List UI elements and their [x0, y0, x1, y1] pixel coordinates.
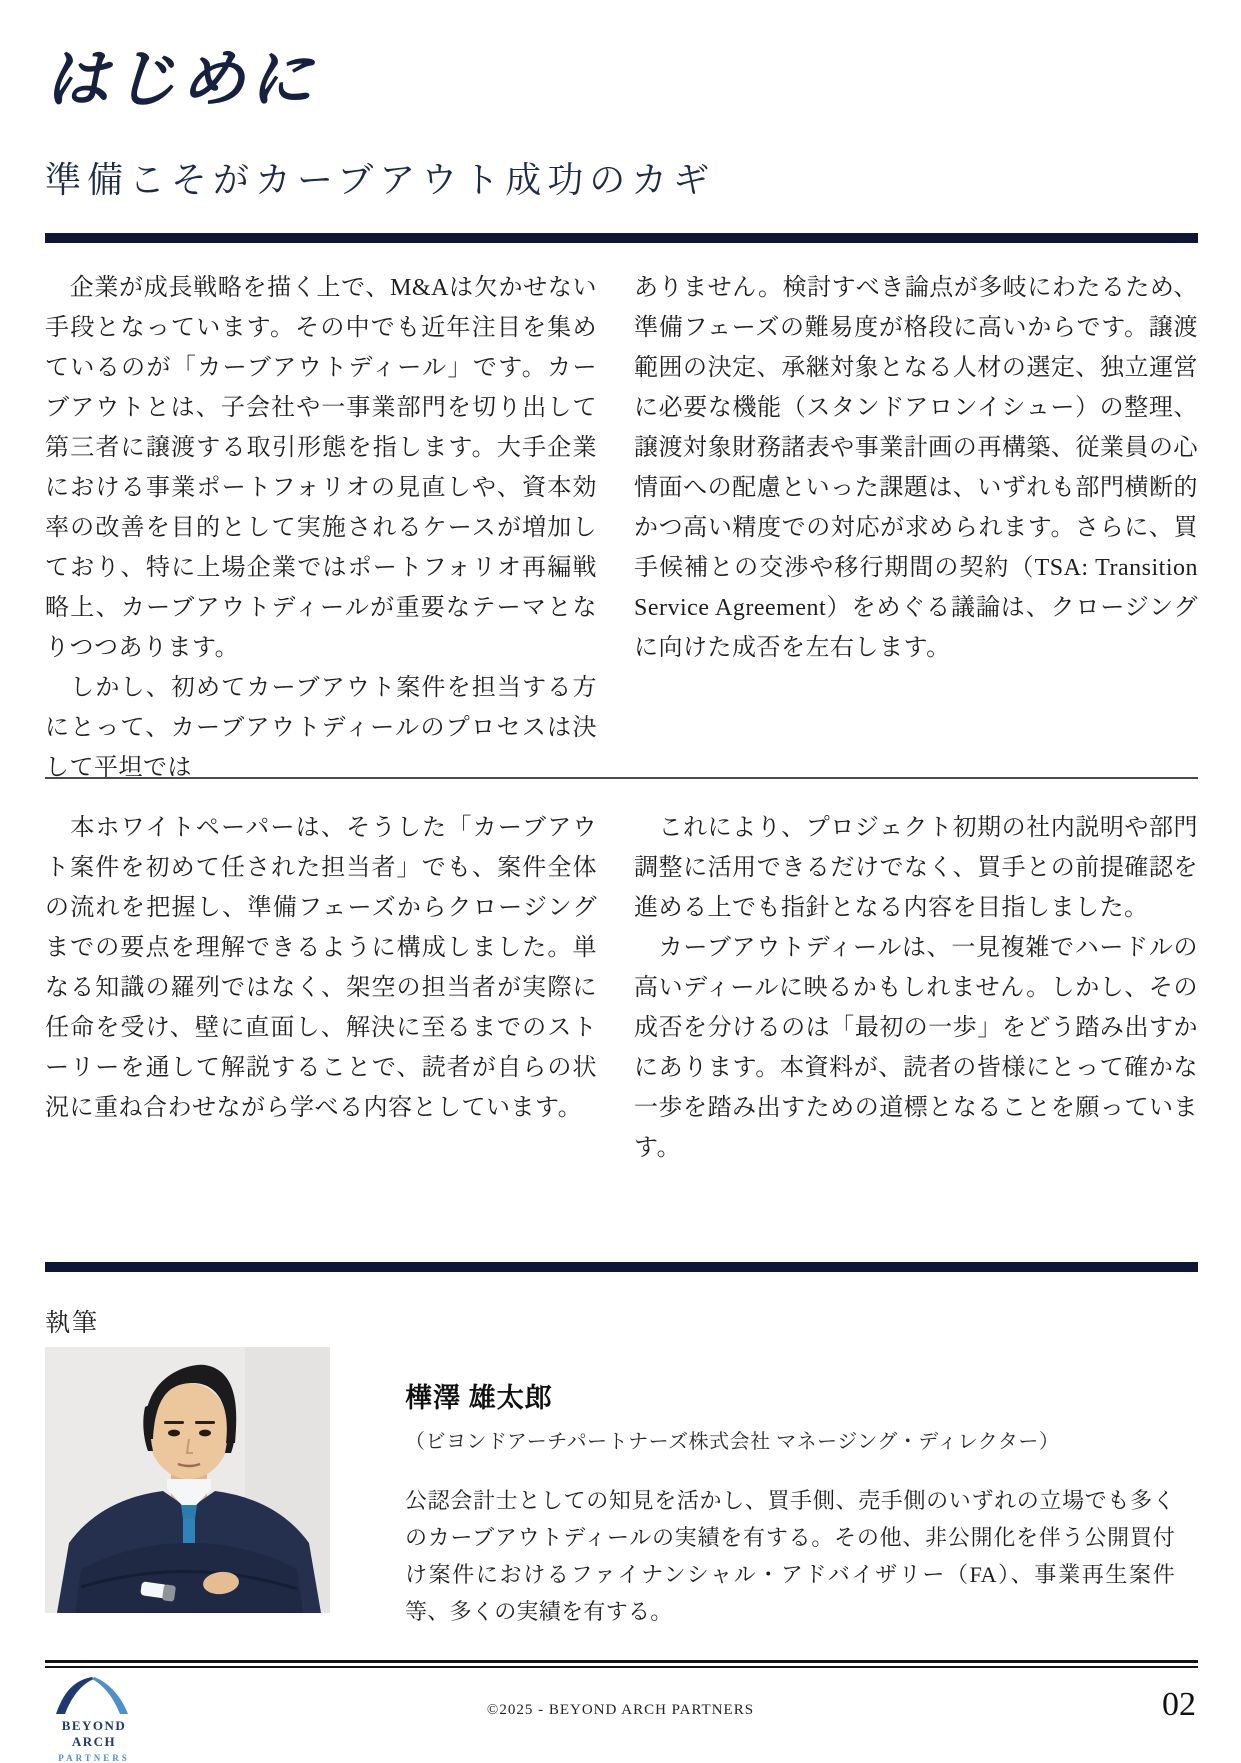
body-paragraph: これにより、プロジェクト初期の社内説明や部門調整に活用できるだけでなく、買手との前提確認を進める上でも指針となる内容を目指しました。	[634, 815, 1198, 921]
purpose-section	[45, 808, 1198, 1168]
author-bio: 公認会計士としての知見を活かし、買手側、売手側のいずれの立場でも多くのカーブアウトディールの実績を有する。その他、非公開化を伴う公開買付け案件におけるファイナンシャル・アドバイザリー（FA）、事業再生案件等、多くの実績を有する。	[405, 1488, 1175, 1624]
intro-right-column	[634, 268, 1198, 788]
section-divider-bar-bottom	[45, 1262, 1198, 1272]
author-photo	[45, 1347, 330, 1613]
section-divider-bar-top	[45, 233, 1198, 243]
intro-left-column	[45, 268, 597, 788]
body-paragraph: 本ホワイトペーパーは、そうした「カーブアウト案件を初めて任された担当者」でも、案件全体の流れを把握し、準備フェーズからクロージングまでの要点を理解できるように構成しました。単なる知識の羅列ではなく、架空の担当者が実際に任命を受け、壁に直面し、解決に至るまでのストーリーを通して解説することで、読者が自らの状況に重ね合わせながら学べる内容としています。	[45, 815, 597, 1121]
footer-double-rule	[45, 1660, 1198, 1668]
purpose-left-column	[45, 808, 597, 1168]
author-info-block	[405, 1376, 1175, 1630]
body-paragraph: カーブアウトディールは、一見複雑でハードルの高いディールに映るかもしれません。しかし、その成否を分けるのは「最初の一歩」をどう踏み出すかにあります。本資料が、読者の皆様にとって確かな一歩を踏み出すための道標となることを願っています。	[634, 935, 1198, 1161]
author-section-heading: 執筆	[45, 1310, 100, 1337]
page-subtitle: 準備こそがカーブアウト成功のカギ	[45, 160, 716, 200]
footer-copyright: ©2025 - BEYOND ARCH PARTNERS	[486, 1702, 755, 1718]
purpose-right-column	[634, 808, 1198, 1168]
body-paragraph: ありません。検討すべき論点が多岐にわたるため、準備フェーズの難易度が格段に高いからです。譲渡範囲の決定、承継対象となる人材の選定、独立運営に必要な機能（スタンドアロンイシュー）の整理、譲渡対象財務諸表や事業計画の再構築、従業員の心情面への配慮といった課題は、いずれも部門横断的かつ高い精度での対応が求められます。さらに、買手候補との交渉や移行期間の契約（TSA: Transition Service Agreement）をめぐる議論は、クロージングに向けた成否を左右します。	[634, 275, 1198, 661]
body-paragraph: 企業が成長戦略を描く上で、M&Aは欠かせない手段となっています。その中でも近年注目を集めているのが「カーブアウトディール」です。カーブアウトとは、子会社や一事業部門を切り出して第三者に譲渡する取引形態を指します。大手企業における事業ポートフォリオの見直しや、資本効率の改善を目的として実施されるケースが増加しており、特に上場企業ではポートフォリオ再編戦略上、カーブアウトディールが重要なテーマとなりつつあります。	[45, 275, 597, 661]
logo-text-secondary: PARTNERS	[58, 1753, 130, 1763]
logo-text-primary: BEYOND ARCH	[61, 1718, 127, 1749]
page-title: はじめに	[45, 44, 317, 115]
page-number: 02	[1162, 1686, 1196, 1723]
author-name: 樺澤 雄太郎	[405, 1383, 553, 1413]
thin-divider-line	[45, 777, 1198, 779]
author-title: （ビヨンドアーチパートナーズ株式会社 マネージング・ディレクター）	[405, 1431, 1060, 1453]
intro-section	[45, 268, 1198, 788]
body-paragraph: しかし、初めてカーブアウト案件を担当する方にとって、カーブアウトディールのプロセスは決して平坦では	[45, 675, 597, 781]
company-logo	[42, 1676, 146, 1763]
